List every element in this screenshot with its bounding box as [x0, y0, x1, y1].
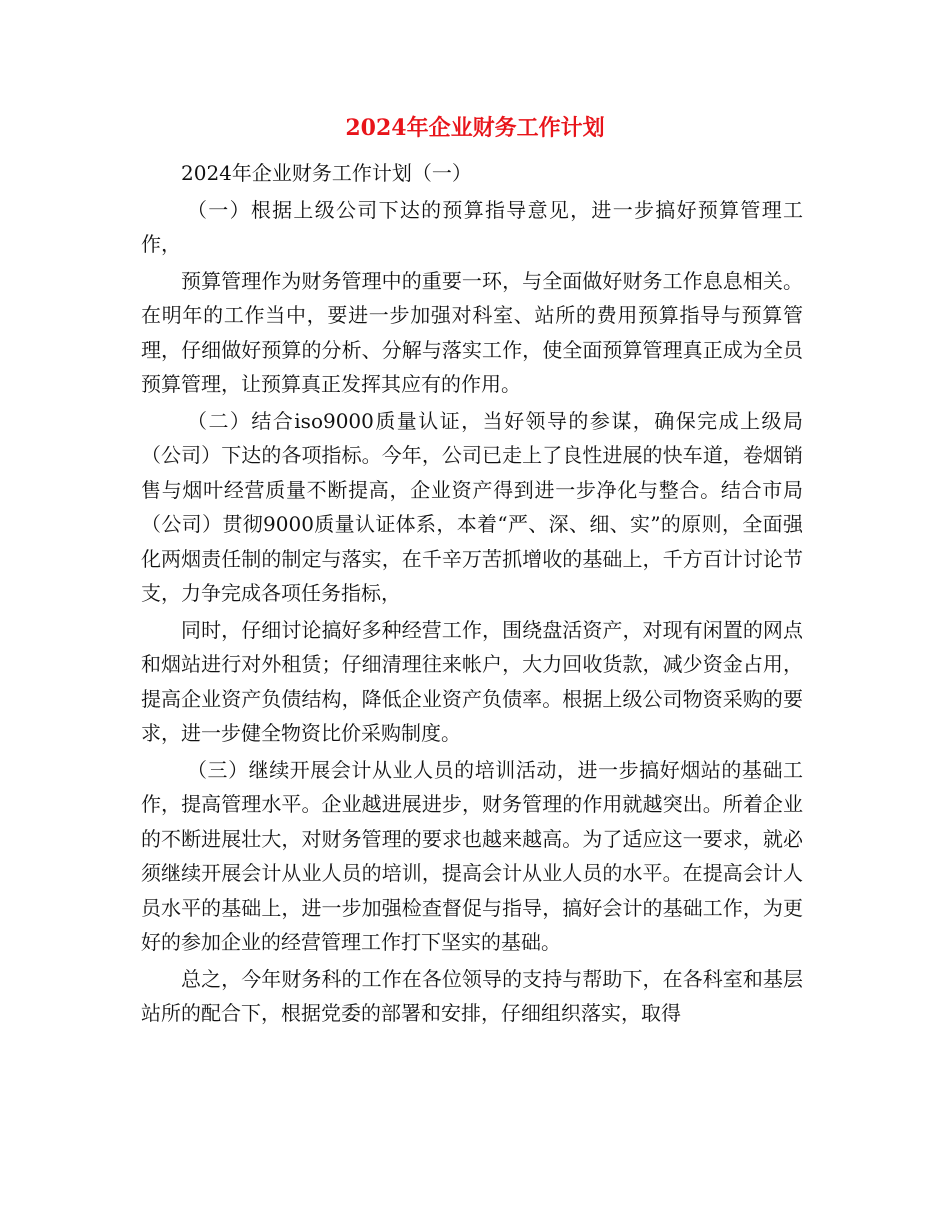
paragraph-conclusion: 总之，今年财务科的工作在各位领导的支持与帮助下，在各科室和基层站所的配合下，根据党委的部署和安排，仔细组织落实，取得 — [141, 966, 803, 1025]
paragraph-2: （二）结合iso9000质量认证，当好领导的参谋，确保完成上级局（公司）下达的各项指标。今年，公司已走上了良性进展的快车道，卷烟销售与烟叶经营质量不断提高，企业资产得到进一步净化与整合。结合市局（公司）贯彻9000质量认证体系，本着“严、深、细、实”的原则，全面强化两烟责任制的制定与落实，在千辛万苦抓增收的基础上，千方百计讨论节支，力争完成各项任务指标， — [141, 408, 803, 605]
document-body — [141, 156, 803, 1033]
document-title: 2024年企业财务工作计划 — [345, 115, 605, 141]
paragraph-1-heading: （一）根据上级公司下达的预算指导意见，进一步搞好预算管理工作， — [141, 197, 803, 256]
section-heading: 2024年企业财务工作计划（一） — [181, 161, 472, 185]
paragraph-3: （三）继续开展会计从业人员的培训活动，进一步搞好烟站的基础工作，提高管理水平。企业越进展进步，财务管理的作用就越突出。所着企业的不断进展壮大，对财务管理的要求也越来越高。为了适应这一要求，就必须继续开展会计从业人员的培训，提高会计从业人员的水平。在提高会计人员水平的基础上，进一步加强检查督促与指导，搞好会计的基础工作，为更好的参加企业的经营管理工作打下坚实的基础。 — [141, 757, 803, 954]
paragraph-1-body: 预算管理作为财务管理中的重要一环，与全面做好财务工作息息相关。在明年的工作当中，要进一步加强对科室、站所的费用预算指导与预算管理，仔细做好预算的分析、分解与落实工作，使全面预算管理真正成为全员预算管理，让预算真正发挥其应有的作用。 — [141, 268, 803, 396]
paragraph-2-continued: 同时，仔细讨论搞好多种经营工作，围绕盘活资产，对现有闲置的网点和烟站进行对外租赁；仔细清理往来帐户，大力回收货款，减少资金占用，提高企业资产负债结构，降低企业资产负债率。根据上级公司物资采购的要求，进一步健全物资比价采购制度。 — [141, 617, 803, 745]
